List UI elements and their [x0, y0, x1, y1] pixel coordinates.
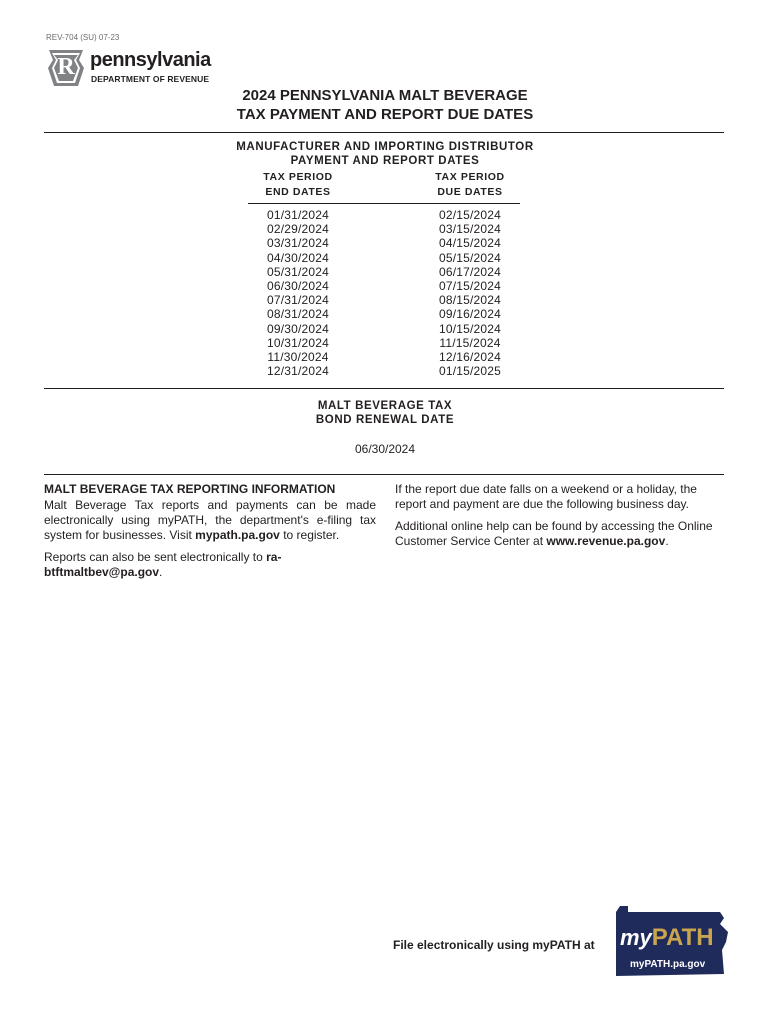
logo-name: pennsylvania [90, 49, 211, 71]
info-heading: MALT BEVERAGE TAX REPORTING INFORMATION [44, 482, 336, 496]
col-header-line2: END DATES [265, 186, 331, 198]
bond-section-title [0, 399, 770, 427]
mypath-link[interactable]: mypath.pa.gov [195, 528, 280, 542]
column-divider [248, 203, 520, 204]
list-item: 12/16/2024 [438, 349, 502, 364]
list-item: 06/17/2024 [438, 264, 502, 279]
section-title-line1: MANUFACTURER AND IMPORTING DISTRIBUTOR [236, 141, 534, 153]
col-header-line1: TAX PERIOD [435, 171, 505, 183]
due-date-info [395, 482, 727, 556]
end-dates-header [228, 170, 368, 199]
mypath-logo[interactable] [612, 902, 730, 980]
col-header-line2: DUE DATES [437, 186, 503, 198]
list-item: 11/30/2024 [267, 349, 329, 364]
footer-text: File electronically using myPATH at [393, 938, 595, 952]
list-item: 10/15/2024 [438, 321, 502, 336]
section-title-line2: BOND RENEWAL DATE [315, 414, 455, 426]
list-item: 03/15/2024 [438, 222, 502, 237]
col-header-line1: TAX PERIOD [263, 171, 333, 183]
divider [44, 474, 724, 475]
list-item: 05/31/2024 [266, 264, 330, 279]
list-item: 09/30/2024 [266, 321, 330, 336]
revenue-link[interactable]: www.revenue.pa.gov [546, 534, 666, 548]
list-item: 05/15/2024 [438, 250, 502, 265]
end-dates-list [228, 208, 368, 378]
list-item: 08/31/2024 [266, 307, 330, 322]
mypath-brand: myPATH [620, 924, 714, 951]
title-line2: TAX PAYMENT AND REPORT DUE DATES [236, 106, 534, 123]
logo-letter: R [57, 54, 75, 80]
info-paragraph: Additional online help can be found by accessing the Online Customer Service Center at www.revenue.pa.gov. [395, 519, 713, 548]
mypath-url[interactable]: myPATH.pa.gov [630, 959, 706, 970]
list-item: 02/29/2024 [266, 222, 330, 237]
list-item: 04/30/2024 [266, 250, 330, 265]
info-paragraph: Malt Beverage Tax reports and payments can be made electronically using myPATH, the department's e-filing tax system for businesses. Visit mypath.pa.gov to register. [44, 498, 376, 542]
bond-renewal-date: 06/30/2024 [354, 442, 416, 456]
list-item: 03/31/2024 [266, 236, 330, 251]
list-item: 09/16/2024 [438, 307, 502, 322]
email-link[interactable]: ra-btftmaltbev@pa.gov [44, 550, 282, 579]
list-item: 11/15/2024 [439, 335, 501, 350]
section-title-line2: PAYMENT AND REPORT DATES [290, 155, 480, 167]
title-line1: 2024 PENNSYLVANIA MALT BEVERAGE [242, 87, 528, 104]
reporting-info [44, 482, 376, 587]
info-paragraph: If the report due date falls on a weekend or a holiday, the report and payment are due the following business day. [395, 482, 697, 511]
divider [44, 388, 724, 389]
form-id: REV-704 (SU) 07-23 [46, 33, 120, 42]
list-item: 04/15/2024 [438, 236, 502, 251]
info-paragraph: Reports can also be sent electronically to ra-btftmaltbev@pa.gov. [44, 550, 282, 579]
list-item: 02/15/2024 [438, 208, 502, 222]
page-title [0, 86, 770, 124]
manufacturer-section-title [0, 140, 770, 168]
list-item: 08/15/2024 [438, 293, 502, 308]
list-item: 01/15/2025 [438, 364, 502, 379]
list-item: 06/30/2024 [266, 278, 330, 293]
list-item: 07/31/2024 [266, 293, 330, 308]
list-item: 10/31/2024 [266, 335, 330, 350]
list-item: 07/15/2024 [438, 278, 502, 293]
list-item: 01/31/2024 [266, 208, 330, 222]
due-dates-header [400, 170, 540, 199]
divider [44, 132, 724, 133]
logo-department: DEPARTMENT OF REVENUE [91, 74, 210, 84]
list-item: 12/31/2024 [266, 364, 330, 379]
due-dates-list [400, 208, 540, 378]
pa-revenue-logo [46, 48, 246, 88]
section-title-line1: MALT BEVERAGE TAX [317, 400, 453, 412]
